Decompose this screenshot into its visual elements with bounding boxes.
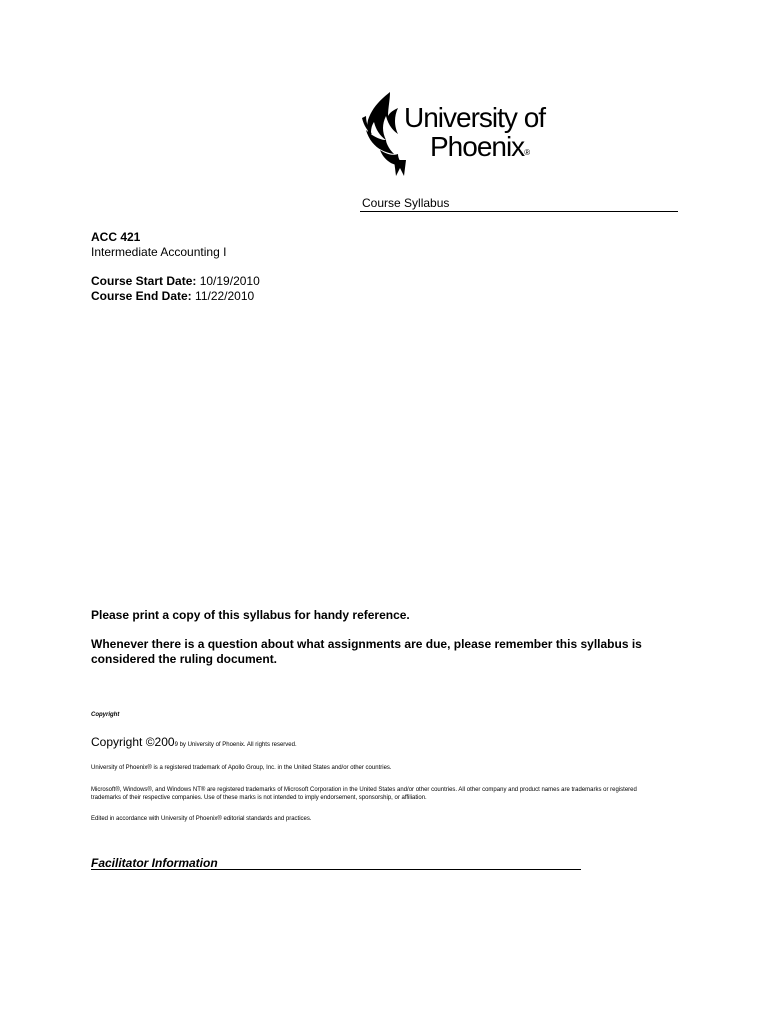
print-notice: Please print a copy of this syllabus for handy reference. [91, 608, 410, 622]
course-syllabus-label: Course Syllabus [362, 196, 450, 210]
copyright-statement [91, 735, 297, 752]
university-logo [360, 90, 580, 178]
start-date-label: Course Start Date: [91, 274, 197, 288]
end-date-value: 11/22/2010 [195, 289, 255, 303]
ruling-document-notice: Whenever there is a question about what assignments are due, please remember this syllabus is considered the ruling document. [91, 637, 642, 666]
editorial-notice: Edited in accordance with University of Phoenix® editorial standards and practices. [91, 816, 312, 822]
copyright-heading: Copyright [91, 712, 120, 718]
course-end-date [91, 289, 254, 303]
trademark-notice-phoenix: University of Phoenix® is a registered trademark of Apollo Group, Inc. in the United States and/or other countries. [91, 765, 392, 771]
copyright-prefix: Copyright ©200 [91, 735, 175, 749]
facilitator-heading: Facilitator Information [91, 856, 218, 870]
copyright-suffix: 9 by University of Phoenix. All rights reserved. [174, 742, 297, 748]
trademark-notice-microsoft: Microsoft®, Windows®, and Windows NT® are registered trademarks of Microsoft Corporation in the United States and/or other countries. All other company and product names are trademarks or registered trademarks of their respective companies. Use of these marks is not intended to imply endorsement, sponsorship, or affiliation. [91, 787, 637, 801]
logo-text-line2-word: Phoenix [430, 131, 525, 162]
course-start-date [91, 274, 260, 288]
facilitator-divider [91, 869, 581, 870]
registered-mark: ® [524, 148, 531, 157]
start-date-value: 10/19/2010 [199, 274, 260, 288]
course-title: Intermediate Accounting I [91, 245, 227, 259]
course-code: ACC 421 [91, 230, 141, 244]
logo-text-line2 [430, 132, 530, 162]
header-divider [360, 211, 678, 212]
logo-text-line1: University of [404, 102, 546, 133]
end-date-label: Course End Date: [91, 289, 192, 303]
